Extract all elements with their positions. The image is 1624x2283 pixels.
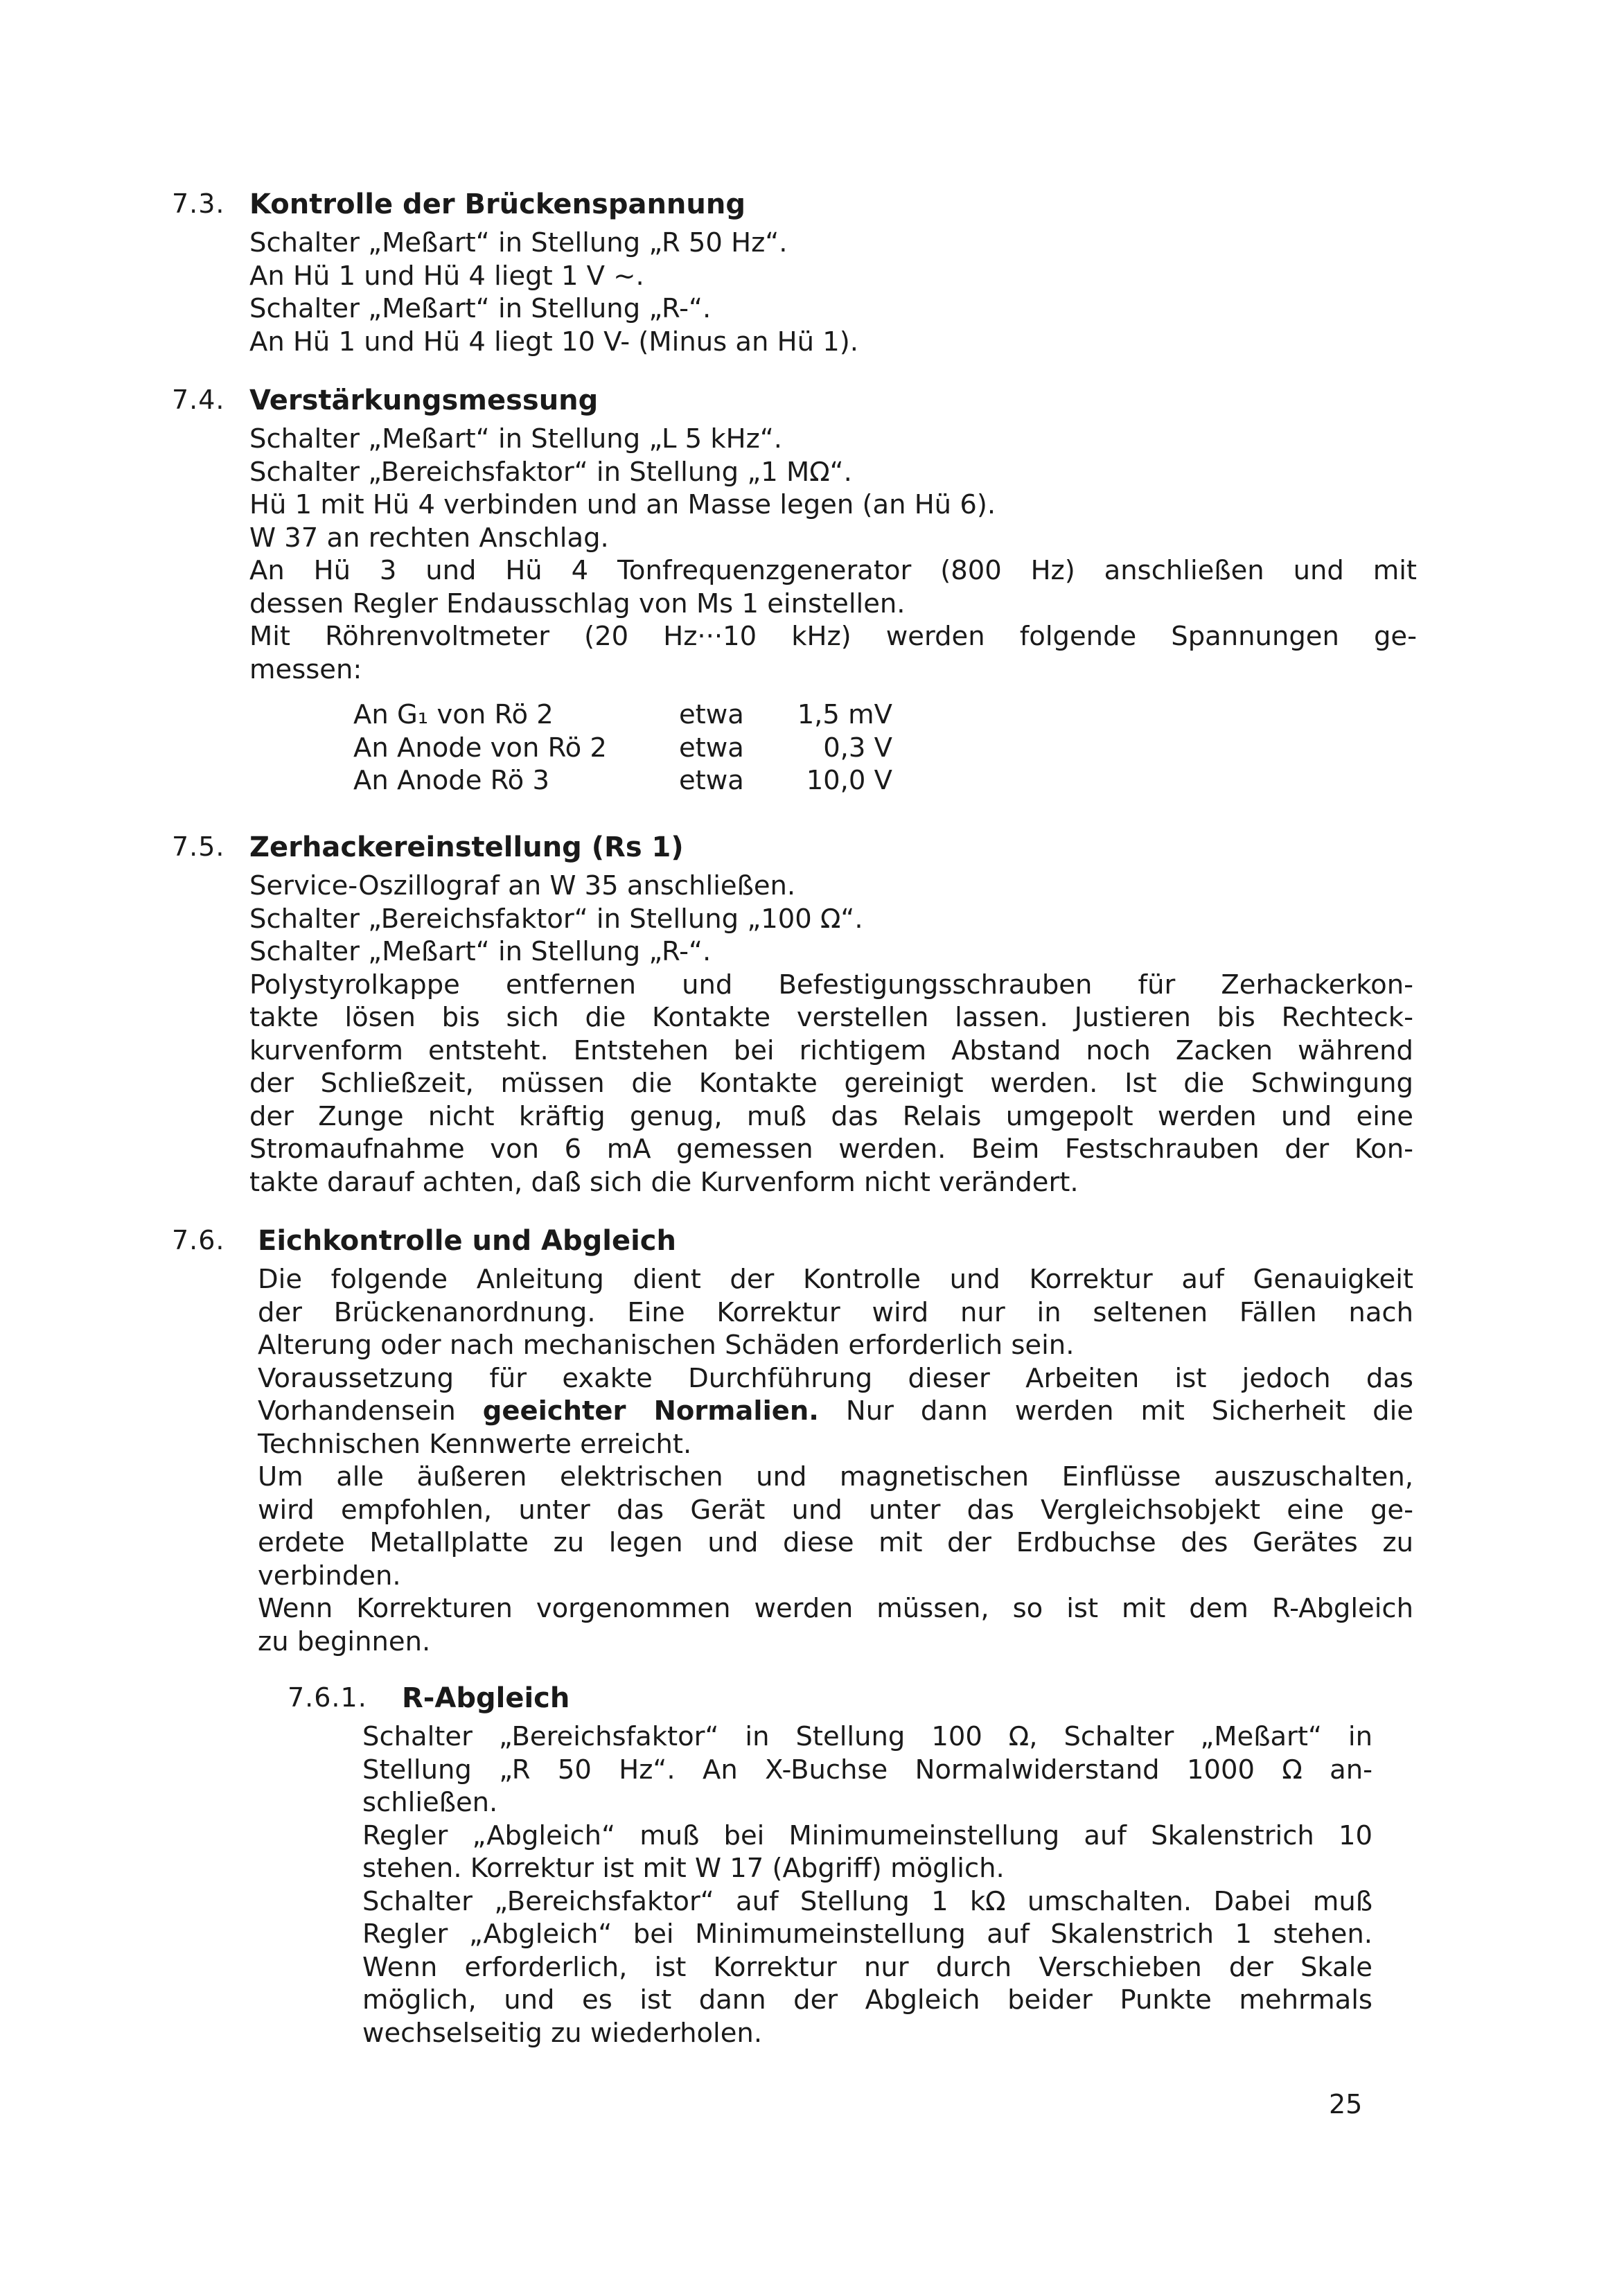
text-line: schließen. xyxy=(362,1787,498,1818)
measurement-approx: etwa xyxy=(679,765,744,796)
text-line xyxy=(258,1395,1413,1428)
measurement-approx: etwa xyxy=(679,732,744,764)
text-line: Schalter „Bereichsfaktor“ in Stellung 100 Ω, Schalter „Meßart“ in xyxy=(362,1721,1373,1752)
section-heading: Kontrolle der Brückenspannung xyxy=(249,188,745,220)
text-line: der Zunge nicht kräftig genug, muß das Relais umgepolt werden und eine xyxy=(249,1100,1413,1132)
section-body xyxy=(249,870,1413,1199)
text-line: Mit Röhrenvoltmeter (20 Hz···10 kHz) werden folgende Spannungen ge- xyxy=(249,621,1417,652)
section-body xyxy=(249,227,858,358)
page-number: 25 xyxy=(1329,2089,1363,2119)
measurement-value: 0,3 V xyxy=(823,732,892,764)
text-line: Regler „Abgleich“ bei Minimumeinstellung auf Skalenstrich 1 stehen. xyxy=(362,1919,1373,1950)
text-line: wechselseitig zu wiederholen. xyxy=(362,2017,763,2049)
text-line: Schalter „Bereichsfaktor“ auf Stellung 1 kΩ umschalten. Dabei muß xyxy=(362,1885,1373,1917)
text-line: der Schließzeit, müssen die Kontakte gereinigt werden. Ist die Schwingung xyxy=(249,1068,1413,1099)
text-line: kurvenform entsteht. Entstehen bei richtigem Abstand noch Zacken während xyxy=(249,1034,1413,1066)
text-line: wird empfohlen, unter das Gerät und unter das Vergleichsobjekt eine ge- xyxy=(258,1494,1413,1526)
section-body xyxy=(249,423,1417,686)
text-line: takte lösen bis sich die Kontakte verstellen lassen. Justieren bis Rechteck- xyxy=(249,1002,1413,1033)
text-line: Hü 1 mit Hü 4 verbinden und an Masse legen (an Hü 6). xyxy=(249,489,996,520)
text-line: Die folgende Anleitung dient der Kontrolle und Korrektur auf Genauigkeit xyxy=(258,1264,1413,1295)
text-fragment: Vorhandensein xyxy=(258,1395,483,1427)
text-line: Polystyrolkappe entfernen und Befestigungsschrauben für Zerhackerkon- xyxy=(249,969,1413,1001)
text-line: Schalter „Meßart“ in Stellung „R 50 Hz“. xyxy=(249,227,788,258)
text-line: Um alle äußeren elektrischen und magnetischen Einflüsse auszuschalten, xyxy=(258,1461,1413,1492)
text-line: Service-Oszillograf an W 35 anschließen. xyxy=(249,870,796,901)
measurement-point: An Anode von Rö 2 xyxy=(353,732,607,764)
text-line: takte darauf achten, daß sich die Kurvenform nicht verändert. xyxy=(249,1166,1079,1198)
text-line: Technischen Kennwerte erreicht. xyxy=(258,1428,692,1460)
text-line: Voraussetzung für exakte Durchführung dieser Arbeiten ist jedoch das xyxy=(258,1362,1413,1394)
text-line: dessen Regler Endausschlag von Ms 1 einstellen. xyxy=(249,588,906,619)
section-body xyxy=(258,1263,1413,1658)
text-line: Wenn Korrekturen vorgenommen werden müssen, so ist mit dem R-Abgleich xyxy=(258,1593,1413,1624)
section-heading: Zerhackereinstellung (Rs 1) xyxy=(249,831,684,863)
text-line: An Hü 1 und Hü 4 liegt 1 V ~. xyxy=(249,260,644,292)
measurement-value: 10,0 V xyxy=(806,765,892,796)
text-line: Alterung oder nach mechanischen Schäden erforderlich sein. xyxy=(258,1330,1075,1361)
measurement-point: An Anode Rö 3 xyxy=(353,765,549,796)
section-number: 7.3. xyxy=(172,188,225,219)
text-line: Schalter „Meßart“ in Stellung „L 5 kHz“. xyxy=(249,423,783,455)
text-line: zu beginnen. xyxy=(258,1625,431,1657)
section-number: 7.6. xyxy=(172,1225,225,1255)
text-line: Regler „Abgleich“ muß bei Minimumeinstellung auf Skalenstrich 10 xyxy=(362,1819,1373,1851)
text-line: An Hü 3 und Hü 4 Tonfrequenzgenerator (800 Hz) anschließen und mit xyxy=(249,555,1417,586)
section-number: 7.6.1. xyxy=(288,1682,367,1713)
text-line: messen: xyxy=(249,653,362,685)
section-number: 7.4. xyxy=(172,385,225,415)
text-line: Schalter „Meßart“ in Stellung „R-“. xyxy=(249,293,712,324)
text-line: An Hü 1 und Hü 4 liegt 10 V- (Minus an Hü 1). xyxy=(249,326,858,358)
text-line: erdete Metallplatte zu legen und diese mit der Erdbuchse des Gerätes zu xyxy=(258,1527,1413,1558)
text-line: der Brückenanordnung. Eine Korrektur wird nur in seltenen Fällen nach xyxy=(258,1296,1413,1328)
text-line: Stromaufnahme von 6 mA gemessen werden. Beim Festschrauben der Kon- xyxy=(249,1134,1413,1165)
measurement-value: 1,5 mV xyxy=(797,699,892,730)
text-line: verbinden. xyxy=(258,1560,401,1592)
text-line: stehen. Korrektur ist mit W 17 (Abgriff) möglich. xyxy=(362,1853,1005,1884)
section-number: 7.5. xyxy=(172,831,225,862)
measurement-approx: etwa xyxy=(679,699,744,730)
text-line: möglich, und es ist dann der Abgleich beider Punkte mehrmals xyxy=(362,1984,1373,2016)
section-heading: R-Abgleich xyxy=(402,1682,570,1714)
text-fragment: Nur dann werden mit Sicherheit die xyxy=(818,1395,1413,1427)
section-body xyxy=(362,1720,1373,2050)
section-heading: Verstärkungsmessung xyxy=(249,385,599,416)
text-line: Schalter „Bereichsfaktor“ in Stellung „100 Ω“. xyxy=(249,903,863,935)
text-line: W 37 an rechten Anschlag. xyxy=(249,522,609,554)
text-line: Wenn erforderlich, ist Korrektur nur durch Verschieben der Skale xyxy=(362,1951,1373,1983)
emphasis-text: geeichter Normalien. xyxy=(482,1395,819,1427)
text-line: Schalter „Bereichsfaktor“ in Stellung „1 MΩ“. xyxy=(249,456,852,488)
section-heading: Eichkontrolle und Abgleich xyxy=(258,1225,676,1257)
text-line: Schalter „Meßart“ in Stellung „R-“. xyxy=(249,936,712,967)
text-line: Stellung „R 50 Hz“. An X-Buchse Normalwiderstand 1000 Ω an- xyxy=(362,1754,1373,1786)
measurement-point: An G₁ von Rö 2 xyxy=(353,699,554,730)
